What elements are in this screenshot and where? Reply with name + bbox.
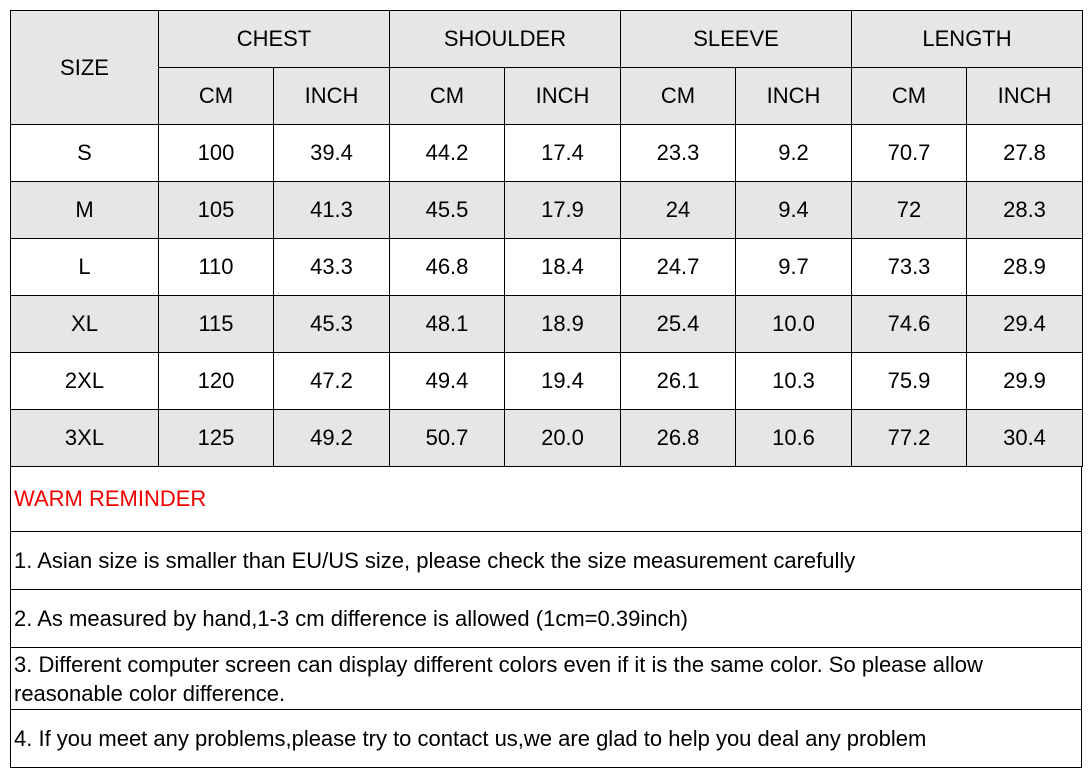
measurement-cell: 120 <box>159 353 274 410</box>
measurement-cell: 49.2 <box>274 410 390 467</box>
table-row <box>11 125 1083 182</box>
measurement-cell: 125 <box>159 410 274 467</box>
measurement-cell: 24.7 <box>621 239 736 296</box>
measurement-cell: 9.2 <box>736 125 852 182</box>
shoulder-inch-header: INCH <box>505 68 621 125</box>
chest-cm-header: CM <box>159 68 274 125</box>
size-cell: L <box>11 239 159 296</box>
reminder-item: 4. If you meet any problems,please try to contact us,we are glad to help you deal any problem <box>10 710 1082 768</box>
chest-inch-header: INCH <box>274 68 390 125</box>
measurement-cell: 9.4 <box>736 182 852 239</box>
measurement-cell: 49.4 <box>390 353 505 410</box>
size-cell: 2XL <box>11 353 159 410</box>
measurement-cell: 20.0 <box>505 410 621 467</box>
measurement-cell: 45.3 <box>274 296 390 353</box>
length-cm-header: CM <box>852 68 967 125</box>
measurement-cell: 27.8 <box>967 125 1083 182</box>
measurement-cell: 44.2 <box>390 125 505 182</box>
size-cell: 3XL <box>11 410 159 467</box>
table-row <box>11 239 1083 296</box>
size-chart <box>10 10 1082 768</box>
measurement-cell: 10.6 <box>736 410 852 467</box>
length-inch-header: INCH <box>967 68 1083 125</box>
measurement-cell: 17.4 <box>505 125 621 182</box>
measurement-cell: 115 <box>159 296 274 353</box>
table-row <box>11 353 1083 410</box>
measurement-cell: 23.3 <box>621 125 736 182</box>
reminder-item: 2. As measured by hand,1-3 cm difference is allowed (1cm=0.39inch) <box>10 590 1082 648</box>
measurement-cell: 10.0 <box>736 296 852 353</box>
size-table <box>10 10 1083 467</box>
measurement-cell: 45.5 <box>390 182 505 239</box>
sleeve-inch-header: INCH <box>736 68 852 125</box>
table-row <box>11 182 1083 239</box>
measurement-cell: 47.2 <box>274 353 390 410</box>
length-header: LENGTH <box>852 11 1083 68</box>
shoulder-cm-header: CM <box>390 68 505 125</box>
measurement-cell: 43.3 <box>274 239 390 296</box>
measurement-cell: 18.4 <box>505 239 621 296</box>
measurement-cell: 105 <box>159 182 274 239</box>
warm-reminder-section <box>10 467 1082 768</box>
measurement-cell: 25.4 <box>621 296 736 353</box>
group-header-row <box>11 11 1083 68</box>
measurement-cell: 18.9 <box>505 296 621 353</box>
measurement-cell: 110 <box>159 239 274 296</box>
measurement-cell: 100 <box>159 125 274 182</box>
measurement-cell: 10.3 <box>736 353 852 410</box>
measurement-cell: 74.6 <box>852 296 967 353</box>
measurement-cell: 19.4 <box>505 353 621 410</box>
table-row <box>11 410 1083 467</box>
measurement-cell: 50.7 <box>390 410 505 467</box>
measurement-cell: 26.8 <box>621 410 736 467</box>
measurement-cell: 41.3 <box>274 182 390 239</box>
shoulder-header: SHOULDER <box>390 11 621 68</box>
measurement-cell: 28.9 <box>967 239 1083 296</box>
measurement-cell: 39.4 <box>274 125 390 182</box>
chest-header: CHEST <box>159 11 390 68</box>
size-cell: M <box>11 182 159 239</box>
measurement-cell: 17.9 <box>505 182 621 239</box>
unit-header-row <box>11 68 1083 125</box>
measurement-cell: 72 <box>852 182 967 239</box>
size-column-header: SIZE <box>11 11 159 125</box>
measurement-cell: 77.2 <box>852 410 967 467</box>
measurement-cell: 24 <box>621 182 736 239</box>
measurement-cell: 26.1 <box>621 353 736 410</box>
size-cell: S <box>11 125 159 182</box>
measurement-cell: 9.7 <box>736 239 852 296</box>
size-cell: XL <box>11 296 159 353</box>
measurement-cell: 75.9 <box>852 353 967 410</box>
measurement-cell: 29.4 <box>967 296 1083 353</box>
measurement-cell: 48.1 <box>390 296 505 353</box>
reminder-item: 3. Different computer screen can display different colors even if it is the same color. So please allow reasonable color difference. <box>10 648 1082 710</box>
reminder-item: 1. Asian size is smaller than EU/US size, please check the size measurement carefully <box>10 532 1082 590</box>
sleeve-header: SLEEVE <box>621 11 852 68</box>
table-row <box>11 296 1083 353</box>
measurement-cell: 29.9 <box>967 353 1083 410</box>
measurement-cell: 70.7 <box>852 125 967 182</box>
measurement-cell: 30.4 <box>967 410 1083 467</box>
measurement-cell: 28.3 <box>967 182 1083 239</box>
warm-reminder-title: WARM REMINDER <box>10 467 1082 532</box>
measurement-cell: 73.3 <box>852 239 967 296</box>
sleeve-cm-header: CM <box>621 68 736 125</box>
measurement-cell: 46.8 <box>390 239 505 296</box>
